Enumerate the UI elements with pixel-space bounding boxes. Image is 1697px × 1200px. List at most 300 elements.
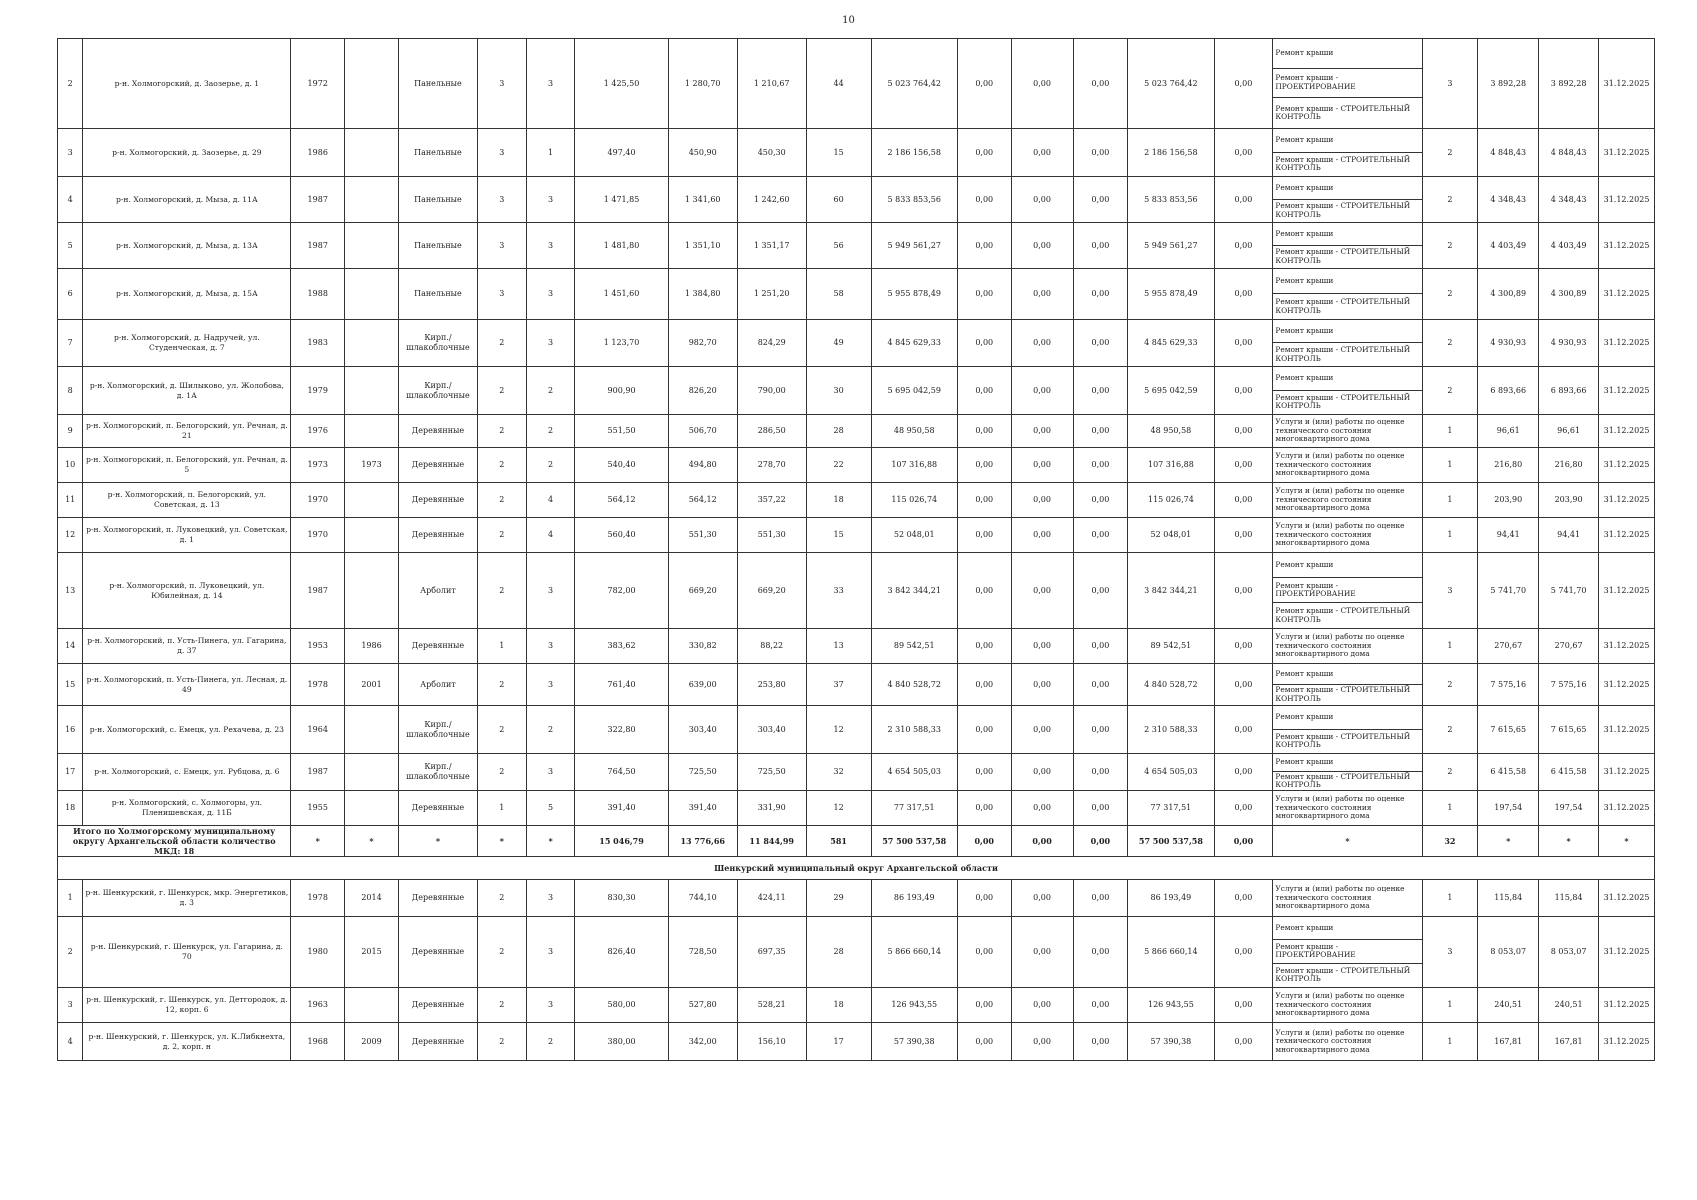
cell-year-built: 1987 bbox=[291, 553, 345, 629]
cell-entrances: 3 bbox=[526, 629, 575, 664]
cell-area-res-own: 824,29 bbox=[737, 320, 806, 367]
cell-area-res-own: 669,20 bbox=[737, 553, 806, 629]
cell-unit-cost: 6 893,66 bbox=[1478, 367, 1539, 415]
cell-unit-cost: 216,80 bbox=[1478, 448, 1539, 483]
cell-floors: 2 bbox=[478, 483, 527, 518]
cell-fund-other: 0,00 bbox=[1214, 448, 1273, 483]
cell-fund-owners: 107 316,88 bbox=[1128, 448, 1214, 483]
cell-residents: 22 bbox=[806, 448, 871, 483]
cell-unit-cost: 167,81 bbox=[1478, 1023, 1539, 1061]
work-item: Ремонт крыши bbox=[1273, 664, 1421, 685]
cell-residents: 37 bbox=[806, 664, 871, 706]
work-item: Услуги и (или) работы по оценке технического состояния многоквартирного дома bbox=[1275, 417, 1405, 444]
cell-fund-local: 0,00 bbox=[1073, 664, 1128, 706]
cell-works bbox=[1273, 518, 1422, 553]
cell-deadline: 31.12.2025 bbox=[1599, 880, 1655, 917]
cell-fund-owners: 5 955 878,49 bbox=[1128, 269, 1214, 320]
cell-fund-owners: 4 840 528,72 bbox=[1128, 664, 1214, 706]
cell-material: Кирп./шлакоблочные bbox=[398, 367, 477, 415]
cell-works bbox=[1273, 415, 1422, 448]
cell-fund-local: 0,00 bbox=[1073, 917, 1128, 988]
cell-residents: 28 bbox=[806, 917, 871, 988]
cell-deadline: 31.12.2025 bbox=[1599, 988, 1655, 1023]
cell-area-total: 1 451,60 bbox=[575, 269, 668, 320]
cell-area-total: 1 471,85 bbox=[575, 177, 668, 223]
cell-unit-limit: 5 741,70 bbox=[1539, 553, 1599, 629]
cell-area-res: 391,40 bbox=[668, 791, 737, 826]
cell-fund-other: 0,00 bbox=[1214, 988, 1273, 1023]
work-item: Ремонт крыши bbox=[1273, 39, 1421, 69]
cell-area-res-own: 528,21 bbox=[737, 988, 806, 1023]
cell-cost-total: 5 949 561,27 bbox=[871, 223, 957, 269]
cell-floors: 2 bbox=[478, 448, 527, 483]
table-row bbox=[58, 269, 1655, 320]
cell-works bbox=[1273, 754, 1422, 791]
cell-fund-region: 0,00 bbox=[1011, 415, 1073, 448]
cell-area-res: 826,20 bbox=[668, 367, 737, 415]
cell-residents: 18 bbox=[806, 988, 871, 1023]
cell-material: Деревянные bbox=[398, 415, 477, 448]
cell-address: р-н. Шенкурский, г. Шенкурск, ул. Гагарина, д. 70 bbox=[83, 917, 291, 988]
work-item: Услуги и (или) работы по оценке технического состояния многоквартирного дома bbox=[1275, 451, 1405, 478]
cell-entrances: 4 bbox=[526, 483, 575, 518]
cell-unit-limit: 4 403,49 bbox=[1539, 223, 1599, 269]
cell-fund-region: 0,00 bbox=[1011, 448, 1073, 483]
cell-cost-total: 3 842 344,21 bbox=[871, 553, 957, 629]
cell-address: р-н. Холмогорский, п. Луковецкий, ул. Юбилейная, д. 14 bbox=[83, 553, 291, 629]
cell-year-reconstr bbox=[345, 518, 399, 553]
cell-year-built: 1987 bbox=[291, 754, 345, 791]
cell-cost-total: 48 950,58 bbox=[871, 415, 957, 448]
cell-material: Арболит bbox=[398, 664, 477, 706]
cell-year-reconstr bbox=[345, 483, 399, 518]
cell-fund-region: 0,00 bbox=[1011, 223, 1073, 269]
cell-fund-fz: 0,00 bbox=[957, 129, 1011, 177]
cell-works-count: 1 bbox=[1422, 448, 1478, 483]
cell-fund-region: 0,00 bbox=[1011, 269, 1073, 320]
cell-fund-region: 0,00 bbox=[1011, 553, 1073, 629]
cell-address: р-н. Шенкурский, г. Шенкурск, ул. К.Либкнехта, д. 2, корп. н bbox=[83, 1023, 291, 1061]
cell-works-count: 1 bbox=[1422, 791, 1478, 826]
cell-deadline: 31.12.2025 bbox=[1599, 367, 1655, 415]
work-item: Ремонт крыши bbox=[1273, 754, 1421, 772]
cell-fund-region: 0,00 bbox=[1011, 320, 1073, 367]
cell-fund-local: 0,00 bbox=[1073, 223, 1128, 269]
cell-area-res-own: 697,35 bbox=[737, 917, 806, 988]
cell-address: р-н. Холмогорский, д. Шилыково, ул. Жолобова, д. 1А bbox=[83, 367, 291, 415]
cell-unit-cost: 5 741,70 bbox=[1478, 553, 1539, 629]
cell-year-built: 1973 bbox=[291, 448, 345, 483]
total-material: * bbox=[398, 826, 477, 857]
cell-fund-fz: 0,00 bbox=[957, 367, 1011, 415]
cell-fund-other: 0,00 bbox=[1214, 269, 1273, 320]
cell-fund-owners: 52 048,01 bbox=[1128, 518, 1214, 553]
cell-area-total: 540,40 bbox=[575, 448, 668, 483]
cell-year-reconstr bbox=[345, 367, 399, 415]
cell-works-count: 2 bbox=[1422, 706, 1478, 754]
cell-address: р-н. Шенкурский, г. Шенкурск, мкр. Энергетиков, д. 3 bbox=[83, 880, 291, 917]
work-item: Ремонт крыши - СТРОИТЕЛЬНЫЙ КОНТРОЛЬ bbox=[1275, 685, 1411, 703]
cell-material: Деревянные bbox=[398, 448, 477, 483]
cell-address: р-н. Холмогорский, п. Луковецкий, ул. Советская, д. 1 bbox=[83, 518, 291, 553]
cell-deadline: 31.12.2025 bbox=[1599, 706, 1655, 754]
cell-entrances: 3 bbox=[526, 320, 575, 367]
cell-area-res: 303,40 bbox=[668, 706, 737, 754]
cell-area-res: 564,12 bbox=[668, 483, 737, 518]
table-row bbox=[58, 518, 1655, 553]
cell-fund-other: 0,00 bbox=[1214, 754, 1273, 791]
cell-entrances: 3 bbox=[526, 553, 575, 629]
cell-address: р-н. Холмогорский, д. Мыза, д. 11А bbox=[83, 177, 291, 223]
cell-works-count: 2 bbox=[1422, 664, 1478, 706]
cell-area-res-own: 331,90 bbox=[737, 791, 806, 826]
cell-fund-local: 0,00 bbox=[1073, 791, 1128, 826]
work-item: Ремонт крыши - ПРОЕКТИРОВАНИЕ bbox=[1273, 578, 1421, 603]
cell-num: 14 bbox=[58, 629, 83, 664]
cell-unit-cost: 270,67 bbox=[1478, 629, 1539, 664]
cell-year-reconstr: 2015 bbox=[345, 917, 399, 988]
cell-unit-limit: 4 300,89 bbox=[1539, 269, 1599, 320]
cell-material: Кирп./шлакоблочные bbox=[398, 706, 477, 754]
cell-unit-cost: 203,90 bbox=[1478, 483, 1539, 518]
cell-cost-total: 5 955 878,49 bbox=[871, 269, 957, 320]
cell-material: Деревянные bbox=[398, 917, 477, 988]
cell-fund-other: 0,00 bbox=[1214, 1023, 1273, 1061]
cell-fund-fz: 0,00 bbox=[957, 880, 1011, 917]
cell-area-total: 383,62 bbox=[575, 629, 668, 664]
cell-fund-fz: 0,00 bbox=[957, 320, 1011, 367]
cell-year-reconstr bbox=[345, 39, 399, 129]
table-row bbox=[58, 39, 1655, 129]
cell-num: 16 bbox=[58, 706, 83, 754]
cell-area-res: 1 384,80 bbox=[668, 269, 737, 320]
cell-fund-owners: 2 186 156,58 bbox=[1128, 129, 1214, 177]
cell-fund-local: 0,00 bbox=[1073, 177, 1128, 223]
cell-fund-other: 0,00 bbox=[1214, 223, 1273, 269]
cell-deadline: 31.12.2025 bbox=[1599, 754, 1655, 791]
cell-unit-cost: 4 848,43 bbox=[1478, 129, 1539, 177]
cell-works-count: 1 bbox=[1422, 880, 1478, 917]
cell-fund-fz: 0,00 bbox=[957, 664, 1011, 706]
cell-area-total: 764,50 bbox=[575, 754, 668, 791]
cell-year-reconstr: 2001 bbox=[345, 664, 399, 706]
cell-year-built: 1978 bbox=[291, 880, 345, 917]
total-cost-total: 57 500 537,58 bbox=[871, 826, 957, 857]
cell-unit-limit: 6 415,58 bbox=[1539, 754, 1599, 791]
cell-year-built: 1970 bbox=[291, 483, 345, 518]
cell-floors: 2 bbox=[478, 415, 527, 448]
cell-fund-region: 0,00 bbox=[1011, 177, 1073, 223]
cell-works bbox=[1273, 706, 1422, 754]
cell-year-reconstr bbox=[345, 129, 399, 177]
cell-unit-limit: 197,54 bbox=[1539, 791, 1599, 826]
cell-entrances: 3 bbox=[526, 664, 575, 706]
cell-floors: 1 bbox=[478, 629, 527, 664]
cell-fund-fz: 0,00 bbox=[957, 177, 1011, 223]
cell-unit-cost: 6 415,58 bbox=[1478, 754, 1539, 791]
cell-cost-total: 77 317,51 bbox=[871, 791, 957, 826]
cell-address: р-н. Холмогорский, с. Емецк, ул. Рубцова, д. 6 bbox=[83, 754, 291, 791]
cell-area-res: 1 351,10 bbox=[668, 223, 737, 269]
cell-floors: 2 bbox=[478, 518, 527, 553]
cell-year-built: 1970 bbox=[291, 518, 345, 553]
table-row bbox=[58, 1023, 1655, 1061]
cell-area-total: 551,50 bbox=[575, 415, 668, 448]
work-item: Услуги и (или) работы по оценке технического состояния многоквартирного дома bbox=[1275, 1027, 1405, 1054]
cell-area-res-own: 1 242,60 bbox=[737, 177, 806, 223]
total-unit-limit: * bbox=[1539, 826, 1599, 857]
cell-year-reconstr bbox=[345, 754, 399, 791]
cell-address: р-н. Холмогорский, п. Белогорский, ул. Речная, д. 5 bbox=[83, 448, 291, 483]
work-item: Ремонт крыши - СТРОИТЕЛЬНЫЙ КОНТРОЛЬ bbox=[1275, 201, 1411, 219]
work-item: Ремонт крыши - СТРОИТЕЛЬНЫЙ КОНТРОЛЬ bbox=[1275, 247, 1411, 265]
cell-unit-limit: 6 893,66 bbox=[1539, 367, 1599, 415]
cell-residents: 49 bbox=[806, 320, 871, 367]
cell-fund-fz: 0,00 bbox=[957, 269, 1011, 320]
cell-material: Панельные bbox=[398, 269, 477, 320]
cell-works bbox=[1273, 39, 1422, 129]
cell-works bbox=[1273, 880, 1422, 917]
cell-address: р-н. Холмогорский, д. Заозерье, д. 1 bbox=[83, 39, 291, 129]
cell-residents: 12 bbox=[806, 791, 871, 826]
cell-works bbox=[1273, 177, 1422, 223]
cell-fund-other: 0,00 bbox=[1214, 367, 1273, 415]
cell-area-res: 506,70 bbox=[668, 415, 737, 448]
table-row bbox=[58, 415, 1655, 448]
cell-fund-local: 0,00 bbox=[1073, 518, 1128, 553]
cell-area-total: 830,30 bbox=[575, 880, 668, 917]
cell-fund-fz: 0,00 bbox=[957, 1023, 1011, 1061]
total-deadline: * bbox=[1599, 826, 1655, 857]
cell-works-count: 2 bbox=[1422, 269, 1478, 320]
cell-unit-limit: 216,80 bbox=[1539, 448, 1599, 483]
total-floors: * bbox=[478, 826, 527, 857]
total-unit-cost: * bbox=[1478, 826, 1539, 857]
cell-num: 12 bbox=[58, 518, 83, 553]
cell-material: Кирп./шлакоблочные bbox=[398, 320, 477, 367]
cell-works-count: 3 bbox=[1422, 917, 1478, 988]
cell-fund-region: 0,00 bbox=[1011, 367, 1073, 415]
cell-fund-owners: 5 866 660,14 bbox=[1128, 917, 1214, 988]
cell-address: р-н. Шенкурский, г. Шенкурск, ул. Детгородок, д. 12, корп. 6 bbox=[83, 988, 291, 1023]
cell-unit-cost: 3 892,28 bbox=[1478, 39, 1539, 129]
cell-area-total: 497,40 bbox=[575, 129, 668, 177]
total-fund-fz: 0,00 bbox=[957, 826, 1011, 857]
cell-entrances: 3 bbox=[526, 177, 575, 223]
total-residents: 581 bbox=[806, 826, 871, 857]
cell-material: Деревянные bbox=[398, 483, 477, 518]
cell-year-built: 1987 bbox=[291, 177, 345, 223]
table-row bbox=[58, 706, 1655, 754]
cell-unit-cost: 197,54 bbox=[1478, 791, 1539, 826]
cell-fund-owners: 5 695 042,59 bbox=[1128, 367, 1214, 415]
table-row bbox=[58, 988, 1655, 1023]
cell-year-reconstr bbox=[345, 320, 399, 367]
cell-fund-other: 0,00 bbox=[1214, 39, 1273, 129]
cell-fund-region: 0,00 bbox=[1011, 629, 1073, 664]
cell-fund-fz: 0,00 bbox=[957, 629, 1011, 664]
cell-entrances: 1 bbox=[526, 129, 575, 177]
cell-fund-fz: 0,00 bbox=[957, 223, 1011, 269]
cell-entrances: 4 bbox=[526, 518, 575, 553]
cell-material: Панельные bbox=[398, 129, 477, 177]
work-item: Услуги и (или) работы по оценке технического состояния многоквартирного дома bbox=[1275, 991, 1405, 1018]
cell-residents: 32 bbox=[806, 754, 871, 791]
cell-residents: 29 bbox=[806, 880, 871, 917]
cell-works bbox=[1273, 1023, 1422, 1061]
cell-works-count: 1 bbox=[1422, 415, 1478, 448]
cell-year-built: 1953 bbox=[291, 629, 345, 664]
work-item: Ремонт крыши bbox=[1273, 320, 1421, 343]
cell-area-res: 342,00 bbox=[668, 1023, 737, 1061]
table-row bbox=[58, 483, 1655, 518]
cell-cost-total: 107 316,88 bbox=[871, 448, 957, 483]
total-works: * bbox=[1273, 826, 1422, 857]
cell-area-total: 580,00 bbox=[575, 988, 668, 1023]
cell-area-total: 391,40 bbox=[575, 791, 668, 826]
cell-works bbox=[1273, 269, 1422, 320]
cell-material: Панельные bbox=[398, 223, 477, 269]
cell-fund-owners: 86 193,49 bbox=[1128, 880, 1214, 917]
cell-year-reconstr: 1973 bbox=[345, 448, 399, 483]
cell-area-res-own: 725,50 bbox=[737, 754, 806, 791]
cell-deadline: 31.12.2025 bbox=[1599, 791, 1655, 826]
cell-floors: 3 bbox=[478, 177, 527, 223]
cell-area-res: 494,80 bbox=[668, 448, 737, 483]
cell-floors: 2 bbox=[478, 917, 527, 988]
table-row bbox=[58, 129, 1655, 177]
cell-fund-owners: 48 950,58 bbox=[1128, 415, 1214, 448]
cell-address: р-н. Холмогорский, п. Усть-Пинега, ул. Лесная, д. 49 bbox=[83, 664, 291, 706]
cell-address: р-н. Холмогорский, с. Холмогоры, ул. Пленишевская, д. 11Б bbox=[83, 791, 291, 826]
work-item: Ремонт крыши - СТРОИТЕЛЬНЫЙ КОНТРОЛЬ bbox=[1275, 965, 1411, 984]
cell-area-total: 564,12 bbox=[575, 483, 668, 518]
cell-area-total: 1 481,80 bbox=[575, 223, 668, 269]
cell-unit-limit: 3 892,28 bbox=[1539, 39, 1599, 129]
cell-material: Кирп./шлакоблочные bbox=[398, 754, 477, 791]
work-item: Услуги и (или) работы по оценке технического состояния многоквартирного дома bbox=[1275, 884, 1405, 911]
cell-deadline: 31.12.2025 bbox=[1599, 483, 1655, 518]
cell-year-built: 1988 bbox=[291, 269, 345, 320]
cell-residents: 28 bbox=[806, 415, 871, 448]
cell-area-total: 1 425,50 bbox=[575, 39, 668, 129]
cell-residents: 30 bbox=[806, 367, 871, 415]
cell-cost-total: 5 023 764,42 bbox=[871, 39, 957, 129]
cell-entrances: 2 bbox=[526, 415, 575, 448]
cell-area-res: 551,30 bbox=[668, 518, 737, 553]
total-fund-other: 0,00 bbox=[1214, 826, 1273, 857]
cell-area-res-own: 790,00 bbox=[737, 367, 806, 415]
cell-area-res-own: 88,22 bbox=[737, 629, 806, 664]
cell-address: р-н. Холмогорский, д. Мыза, д. 13А bbox=[83, 223, 291, 269]
work-item: Услуги и (или) работы по оценке технического состояния многоквартирного дома bbox=[1275, 794, 1405, 821]
cell-unit-cost: 96,61 bbox=[1478, 415, 1539, 448]
cell-fund-region: 0,00 bbox=[1011, 1023, 1073, 1061]
cell-works bbox=[1273, 223, 1422, 269]
cell-fund-other: 0,00 bbox=[1214, 917, 1273, 988]
cell-area-res: 669,20 bbox=[668, 553, 737, 629]
cell-deadline: 31.12.2025 bbox=[1599, 664, 1655, 706]
cell-address: р-н. Холмогорский, д. Мыза, д. 15А bbox=[83, 269, 291, 320]
cell-area-res: 450,90 bbox=[668, 129, 737, 177]
cell-num: 9 bbox=[58, 415, 83, 448]
cell-fund-fz: 0,00 bbox=[957, 39, 1011, 129]
cell-entrances: 2 bbox=[526, 706, 575, 754]
cell-floors: 2 bbox=[478, 320, 527, 367]
cell-year-built: 1979 bbox=[291, 367, 345, 415]
cell-fund-other: 0,00 bbox=[1214, 880, 1273, 917]
work-item: Ремонт крыши bbox=[1273, 917, 1421, 940]
cell-entrances: 3 bbox=[526, 917, 575, 988]
cell-deadline: 31.12.2025 bbox=[1599, 177, 1655, 223]
cell-year-built: 1963 bbox=[291, 988, 345, 1023]
work-item: Ремонт крыши - СТРОИТЕЛЬНЫЙ КОНТРОЛЬ bbox=[1275, 297, 1411, 315]
cell-unit-cost: 4 403,49 bbox=[1478, 223, 1539, 269]
total-works-count: 32 bbox=[1422, 826, 1478, 857]
work-item: Ремонт крыши - СТРОИТЕЛЬНЫЙ КОНТРОЛЬ bbox=[1275, 154, 1411, 173]
cell-fund-owners: 5 023 764,42 bbox=[1128, 39, 1214, 129]
cell-fund-local: 0,00 bbox=[1073, 629, 1128, 664]
cell-area-res-own: 551,30 bbox=[737, 518, 806, 553]
section-title: Шенкурский муниципальный округ Архангельской области bbox=[58, 857, 1655, 880]
cell-works bbox=[1273, 988, 1422, 1023]
cell-year-built: 1986 bbox=[291, 129, 345, 177]
cell-year-built: 1955 bbox=[291, 791, 345, 826]
cell-fund-fz: 0,00 bbox=[957, 706, 1011, 754]
cell-deadline: 31.12.2025 bbox=[1599, 629, 1655, 664]
cell-fund-owners: 89 542,51 bbox=[1128, 629, 1214, 664]
work-item: Услуги и (или) работы по оценке технического состояния многоквартирного дома bbox=[1275, 486, 1405, 513]
cell-area-total: 1 123,70 bbox=[575, 320, 668, 367]
cell-unit-cost: 115,84 bbox=[1478, 880, 1539, 917]
cell-residents: 56 bbox=[806, 223, 871, 269]
cell-works-count: 2 bbox=[1422, 367, 1478, 415]
cell-year-reconstr: 2014 bbox=[345, 880, 399, 917]
cell-num: 10 bbox=[58, 448, 83, 483]
table-row bbox=[58, 629, 1655, 664]
cell-works-count: 1 bbox=[1422, 629, 1478, 664]
cell-area-total: 782,00 bbox=[575, 553, 668, 629]
cell-deadline: 31.12.2025 bbox=[1599, 553, 1655, 629]
work-item: Ремонт крыши bbox=[1273, 223, 1421, 246]
cell-fund-local: 0,00 bbox=[1073, 367, 1128, 415]
cell-floors: 2 bbox=[478, 553, 527, 629]
cell-area-res-own: 1 351,17 bbox=[737, 223, 806, 269]
cell-fund-owners: 3 842 344,21 bbox=[1128, 553, 1214, 629]
cell-works bbox=[1273, 129, 1422, 177]
cell-year-reconstr bbox=[345, 269, 399, 320]
cell-fund-fz: 0,00 bbox=[957, 415, 1011, 448]
work-item: Ремонт крыши - СТРОИТЕЛЬНЫЙ КОНТРОЛЬ bbox=[1275, 772, 1411, 789]
table-row bbox=[58, 320, 1655, 367]
cell-floors: 2 bbox=[478, 1023, 527, 1061]
cell-material: Деревянные bbox=[398, 629, 477, 664]
table-row bbox=[58, 917, 1655, 988]
cell-num: 17 bbox=[58, 754, 83, 791]
cell-year-built: 1976 bbox=[291, 415, 345, 448]
cell-works bbox=[1273, 553, 1422, 629]
cell-deadline: 31.12.2025 bbox=[1599, 448, 1655, 483]
cell-residents: 44 bbox=[806, 39, 871, 129]
cell-unit-limit: 203,90 bbox=[1539, 483, 1599, 518]
cell-cost-total: 5 833 853,56 bbox=[871, 177, 957, 223]
cell-num: 3 bbox=[58, 129, 83, 177]
cell-year-reconstr bbox=[345, 415, 399, 448]
cell-entrances: 3 bbox=[526, 988, 575, 1023]
cell-unit-cost: 7 575,16 bbox=[1478, 664, 1539, 706]
total-fund-region: 0,00 bbox=[1011, 826, 1073, 857]
cell-fund-owners: 4 845 629,33 bbox=[1128, 320, 1214, 367]
